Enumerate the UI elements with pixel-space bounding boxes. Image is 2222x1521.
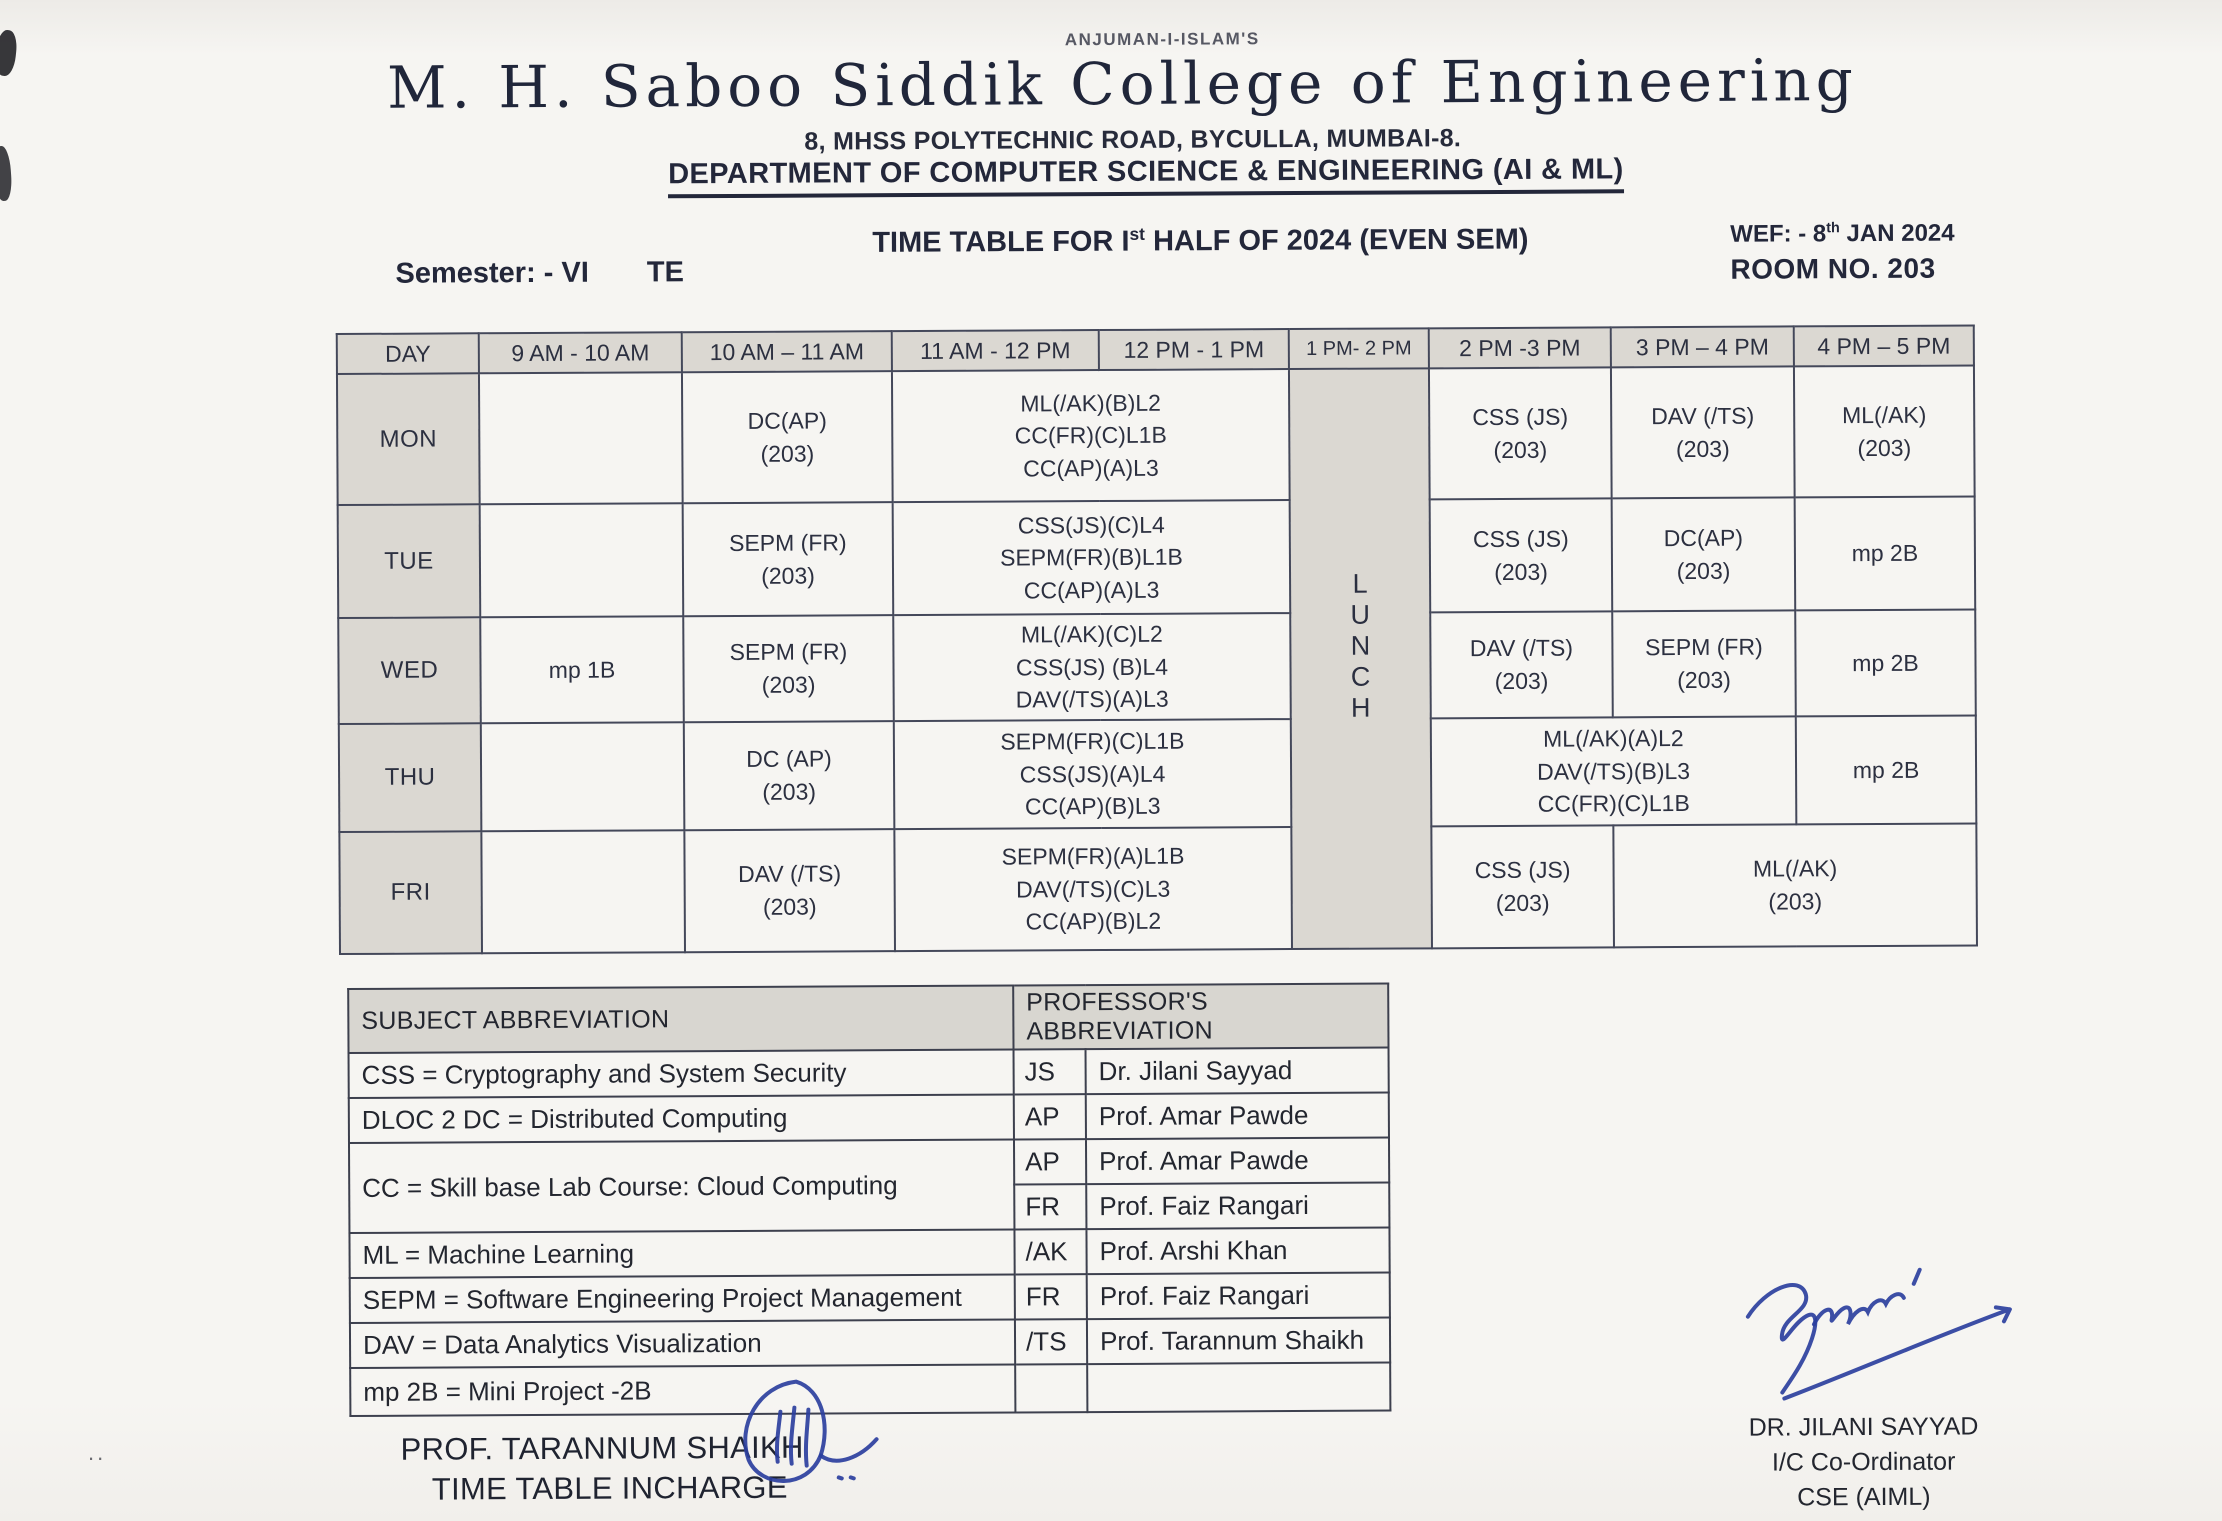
department-title-text: DEPARTMENT OF COMPUTER SCIENCE & ENGINEERING (AI & ML) [668, 153, 1624, 198]
abbrev-header-row [348, 984, 1388, 1053]
slot-thu-11am-1pm: SEPM(FR)(C)L1B CSS(JS)(A)L4 CC(AP)(B)L3 [894, 719, 1292, 829]
prof-name-cell: Dr. Jilani Sayyad [1086, 1048, 1389, 1095]
lunch-letter: N [1350, 630, 1371, 661]
coordinator-name: DR. JILANI SAYYAD [1748, 1412, 1979, 1442]
class-label: TE [646, 256, 685, 289]
lunch-letter: L [1352, 568, 1368, 599]
wef-date [1730, 220, 1954, 249]
table-row-tue [338, 496, 1976, 618]
wef-superscript: th [1826, 220, 1840, 237]
col-header-10am: 10 AM – 11 AM [682, 331, 892, 372]
table-row [350, 1318, 1390, 1368]
slot-fri-9am [481, 830, 685, 953]
prof-abbr-cell: /AK [1014, 1229, 1086, 1274]
incharge-signature-scribble [718, 1369, 919, 1510]
incharge-name: PROF. TARANNUM SHAIKH [400, 1429, 804, 1467]
incharge-role: TIME TABLE INCHARGE [431, 1469, 788, 1507]
professor-abbrev-header: PROFESSOR'S ABBREVIATION [1013, 984, 1388, 1050]
slot-mon-4pm: ML(/AK) (203) [1794, 365, 1975, 497]
slot-fri-3pm-5pm: ML(/AK) (203) [1613, 823, 1977, 947]
prof-abbr-cell: FR [1014, 1184, 1086, 1229]
prof-abbr-cell: /TS [1015, 1319, 1087, 1364]
slot-thu-10am: DC (AP) (203) [684, 721, 895, 830]
slot-wed-3pm: SEPM (FR) (203) [1612, 610, 1796, 717]
slot-tue-11am-1pm: CSS(JS)(C)L4 SEPM(FR)(B)L1B CC(AP)(A)L3 [893, 500, 1291, 615]
slot-tue-4pm: mp 2B [1795, 496, 1976, 610]
col-header-11am: 11 AM - 12 PM [892, 330, 1099, 371]
day-label-tue: TUE [338, 504, 481, 618]
prof-name-cell: Prof. Tarannum Shaikh [1087, 1318, 1390, 1365]
subject-cell: DLOC 2 DC = Distributed Computing [349, 1095, 1014, 1143]
wef-text-cont: JAN 2024 [1839, 219, 1955, 248]
semester-label [395, 256, 684, 291]
coordinator-block [1693, 1409, 2034, 1516]
lunch-letter: H [1350, 692, 1371, 723]
col-header-12pm: 12 PM - 1 PM [1099, 329, 1289, 370]
coordinator-signature-scribble [1718, 1257, 2049, 1429]
prof-abbr-cell [1015, 1364, 1087, 1412]
subject-cell: SEPM = Software Engineering Project Management [350, 1275, 1015, 1323]
table-row-fri [339, 823, 1977, 954]
slot-tue-2pm: CSS (JS) (203) [1430, 498, 1613, 612]
slot-wed-11am-1pm: ML(/AK)(C)L2 CSS(JS) (B)L4 DAV(/TS)(A)L3 [893, 613, 1291, 721]
slot-wed-2pm: DAV (/TS) (203) [1430, 611, 1613, 718]
society-name: ANJUMAN-I-ISLAM'S [1064, 29, 1260, 50]
subject-cell: mp 2B = Mini Project -2B [350, 1365, 1015, 1416]
semester-value: Semester: - VI [395, 256, 589, 290]
col-header-1pm: 1 PM- 2 PM [1289, 328, 1429, 369]
subject-cell: DAV = Data Analytics Visualization [350, 1320, 1015, 1368]
col-header-9am: 9 AM - 10 AM [479, 332, 682, 373]
day-label-mon: MON [337, 373, 480, 505]
college-address: 8, MHSS POLYTECHNIC ROAD, BYCULLA, MUMBAI-8. [804, 124, 1462, 156]
prof-abbr-cell: FR [1015, 1274, 1087, 1319]
scan-artifact-dots: .. [88, 1440, 107, 1465]
slot-wed-10am: SEPM (FR) (203) [683, 615, 894, 722]
prof-name-cell: Prof. Amar Pawde [1086, 1093, 1389, 1140]
day-label-thu: THU [339, 723, 482, 832]
col-header-4pm: 4 PM – 5 PM [1794, 325, 1974, 366]
table-row [349, 1228, 1389, 1278]
slot-tue-10am: SEPM (FR) (203) [683, 502, 894, 616]
slot-mon-3pm: DAV (/TS) (203) [1611, 366, 1795, 498]
prof-name-cell: Prof. Faiz Rangari [1086, 1183, 1389, 1230]
slot-thu-2pm-4pm: ML(/AK)(A)L2 DAV(/TS)(B)L3 CC(FR)(C)L1B [1431, 716, 1797, 826]
prof-name-cell: Prof. Amar Pawde [1086, 1138, 1389, 1185]
slot-wed-9am: mp 1B [480, 616, 684, 723]
table-row [349, 1138, 1389, 1188]
subject-cell: CC = Skill base Lab Course: Cloud Computing [349, 1140, 1014, 1233]
lunch-letter: C [1350, 661, 1371, 692]
table-row [349, 1093, 1389, 1143]
slot-thu-9am [481, 722, 685, 831]
prof-name-cell [1087, 1363, 1390, 1413]
timetable-title [872, 222, 1528, 260]
coordinator-role: I/C Co-Ordinator [1771, 1447, 1956, 1477]
prof-abbr-cell: AP [1014, 1094, 1086, 1139]
subject-abbrev-header: SUBJECT ABBREVIATION [348, 986, 1013, 1053]
col-header-day: DAY [337, 333, 479, 374]
table-row-mon [337, 365, 1975, 505]
subject-cell: ML = Machine Learning [349, 1230, 1014, 1278]
slot-wed-4pm: mp 2B [1795, 609, 1976, 716]
prof-abbr-cell: JS [1014, 1049, 1086, 1094]
day-label-wed: WED [338, 617, 481, 724]
timetable-grid [336, 324, 1978, 955]
slot-mon-2pm: CSS (JS) (203) [1429, 367, 1612, 499]
title-superscript: st [1129, 223, 1145, 244]
table-row [349, 1048, 1389, 1098]
slot-fri-10am: DAV (/TS) (203) [684, 829, 895, 952]
col-header-3pm: 3 PM – 4 PM [1611, 326, 1794, 367]
lunch-letter: U [1350, 599, 1371, 630]
table-row [350, 1273, 1390, 1323]
lunch-break-column [1289, 368, 1432, 949]
prof-name-cell: Prof. Arshi Khan [1086, 1228, 1389, 1275]
slot-fri-11am-1pm: SEPM(FR)(A)L1B DAV(/TS)(C)L3 CC(AP)(B)L2 [894, 827, 1292, 951]
abbreviation-table [347, 983, 1391, 1417]
subject-cell: CSS = Cryptography and System Security [349, 1050, 1014, 1098]
title-text-cont: HALF OF 2024 (EVEN SEM) [1144, 223, 1529, 258]
lunch-letters [1291, 546, 1430, 772]
table-row-wed [338, 609, 1976, 724]
room-number: ROOM NO. 203 [1730, 252, 1936, 285]
slot-mon-10am: DC(AP) (203) [682, 371, 893, 503]
college-name: M. H. Saboo Siddik College of Engineering [386, 46, 1858, 122]
slot-mon-9am [479, 372, 683, 504]
prof-name-cell: Prof. Faiz Rangari [1087, 1273, 1390, 1320]
slot-mon-11am-1pm: ML(/AK)(B)L2 CC(FR)(C)L1B CC(AP)(A)L3 [892, 369, 1290, 502]
title-text: TIME TABLE FOR I [872, 225, 1130, 259]
prof-abbr-cell: AP [1014, 1139, 1086, 1184]
slot-tue-9am [480, 503, 684, 617]
coordinator-dept: CSE (AIML) [1797, 1482, 1931, 1512]
slot-thu-4pm: mp 2B [1796, 715, 1977, 824]
slot-tue-3pm: DC(AP) (203) [1612, 497, 1796, 611]
table-row-thu [339, 715, 1977, 832]
slot-fri-2pm: CSS (JS) (203) [1431, 825, 1614, 948]
col-header-2pm: 2 PM -3 PM [1429, 327, 1611, 368]
day-label-fri: FRI [339, 831, 482, 954]
wef-text: WEF: - 8 [1730, 220, 1827, 248]
